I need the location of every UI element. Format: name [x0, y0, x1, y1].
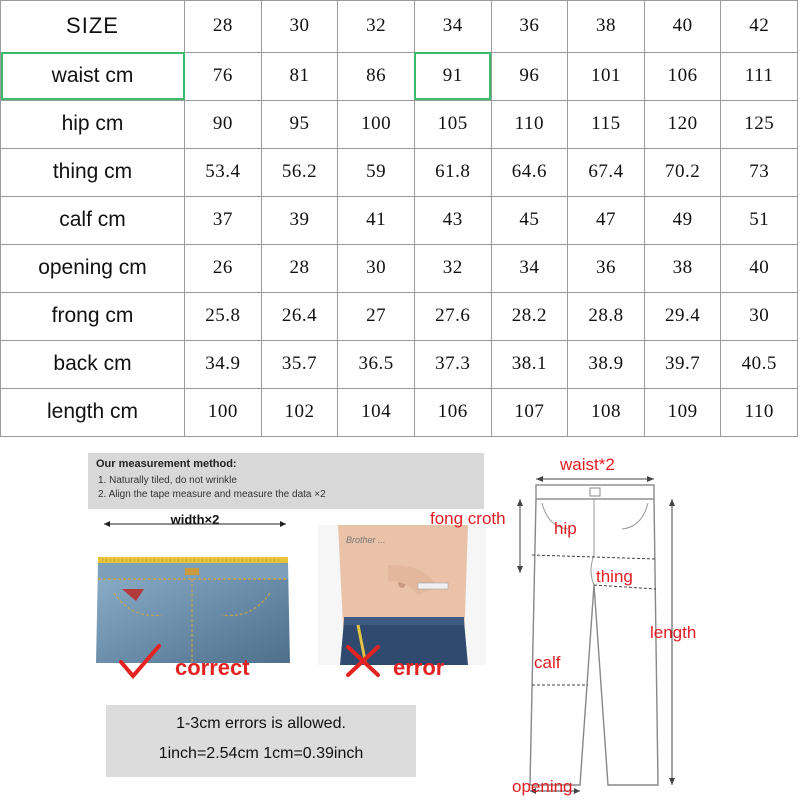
trousers-outline [490, 455, 800, 800]
table-cell: 104 [338, 388, 415, 436]
table-cell: 115 [568, 100, 645, 148]
table-cell-highlighted: 91 [414, 52, 491, 100]
table-cell: 29.4 [644, 292, 721, 340]
table-row-hip [1, 100, 798, 148]
table-cell: 106 [644, 52, 721, 100]
table-cell: 107 [491, 388, 568, 436]
table-cell: 67.4 [568, 148, 645, 196]
table-cell: 38.1 [491, 340, 568, 388]
table-cell: 100 [338, 100, 415, 148]
row-label: frong cm [1, 292, 185, 340]
table-row-opening [1, 244, 798, 292]
size-header-cell: 42 [721, 1, 798, 53]
table-cell: 120 [644, 100, 721, 148]
table-cell: 105 [414, 100, 491, 148]
table-cell: 86 [338, 52, 415, 100]
row-label: opening cm [1, 244, 185, 292]
table-cell: 64.6 [491, 148, 568, 196]
table-cell: 27 [338, 292, 415, 340]
table-cell: 30 [338, 244, 415, 292]
table-row-frong [1, 292, 798, 340]
table-cell: 111 [721, 52, 798, 100]
table-cell: 26 [185, 244, 262, 292]
table-cell: 41 [338, 196, 415, 244]
table-cell: 90 [185, 100, 262, 148]
table-cell: 47 [568, 196, 645, 244]
table-cell: 35.7 [261, 340, 338, 388]
table-cell: 27.6 [414, 292, 491, 340]
width-arrow-icon [100, 519, 290, 529]
table-cell: 109 [644, 388, 721, 436]
calf-label: calf [534, 653, 561, 672]
table-cell: 45 [491, 196, 568, 244]
tolerance-note-box [106, 705, 416, 777]
method-title: Our measurement method: [96, 458, 237, 470]
cross-icon [344, 643, 382, 679]
table-cell: 101 [568, 52, 645, 100]
table-cell: 39 [261, 196, 338, 244]
table-cell: 76 [185, 52, 262, 100]
table-cell: 110 [721, 388, 798, 436]
table-cell: 43 [414, 196, 491, 244]
row-label: length cm [1, 388, 185, 436]
row-label: hip cm [1, 100, 185, 148]
hip-label: hip [554, 519, 577, 538]
table-cell: 106 [414, 388, 491, 436]
size-header-cell: 36 [491, 1, 568, 53]
method-step-1: 1. Naturally tiled, do not wrinkle [98, 475, 237, 486]
size-header-cell: 32 [338, 1, 415, 53]
thigh-label: thing [596, 567, 633, 586]
table-cell: 81 [261, 52, 338, 100]
waist-label: waist*2 [560, 455, 615, 474]
table-cell: 40.5 [721, 340, 798, 388]
table-cell: 28 [261, 244, 338, 292]
table-row-waist [1, 52, 798, 100]
table-cell: 28.2 [491, 292, 568, 340]
table-cell: 40 [721, 244, 798, 292]
table-cell: 36 [568, 244, 645, 292]
table-cell: 102 [261, 388, 338, 436]
row-label: waist cm [1, 52, 185, 100]
table-header-row [1, 1, 798, 53]
table-cell: 70.2 [644, 148, 721, 196]
tolerance-note: 1-3cm errors is allowed. [176, 715, 346, 732]
row-label: calf cm [1, 196, 185, 244]
table-cell: 37 [185, 196, 262, 244]
table-cell: 30 [721, 292, 798, 340]
table-row-back [1, 340, 798, 388]
measurement-method-box [88, 453, 484, 509]
table-cell: 61.8 [414, 148, 491, 196]
checkmark-icon [117, 642, 163, 682]
table-cell: 37.3 [414, 340, 491, 388]
table-cell: 51 [721, 196, 798, 244]
table-row-calf [1, 196, 798, 244]
table-cell: 96 [491, 52, 568, 100]
table-cell: 32 [414, 244, 491, 292]
unit-conversion-note: 1inch=2.54cm 1cm=0.39inch [158, 745, 364, 762]
length-label: length [650, 623, 697, 642]
table-cell: 38.9 [568, 340, 645, 388]
table-cell: 95 [261, 100, 338, 148]
table-cell: 34.9 [185, 340, 262, 388]
table-row-length [1, 388, 798, 436]
table-cell: 36.5 [338, 340, 415, 388]
size-header-cell: 30 [261, 1, 338, 53]
table-cell: 59 [338, 148, 415, 196]
row-label: thing cm [1, 148, 185, 196]
table-cell: 110 [491, 100, 568, 148]
size-header-cell: 34 [414, 1, 491, 53]
table-cell: 28.8 [568, 292, 645, 340]
size-header-cell: 38 [568, 1, 645, 53]
front-rise-label: fong croth [430, 509, 506, 528]
width-label: width×2 [170, 512, 220, 527]
error-label: error [393, 655, 445, 680]
size-header-label: SIZE [1, 1, 185, 53]
opening-label: opening [512, 777, 573, 796]
table-cell: 100 [185, 388, 262, 436]
row-label: back cm [1, 340, 185, 388]
size-header-cell: 28 [185, 1, 262, 53]
table-cell: 53.4 [185, 148, 262, 196]
correct-label: correct [175, 655, 250, 680]
table-cell: 49 [644, 196, 721, 244]
table-cell: 34 [491, 244, 568, 292]
table-cell: 25.8 [185, 292, 262, 340]
table-cell: 125 [721, 100, 798, 148]
trousers-diagram [430, 455, 800, 800]
size-header-cell: 40 [644, 1, 721, 53]
table-cell: 38 [644, 244, 721, 292]
watermark-text: Brother ... [346, 535, 386, 545]
method-step-2: 2. Align the tape measure and measure the data ×2 [98, 489, 326, 500]
table-row-thing [1, 148, 798, 196]
table-cell: 108 [568, 388, 645, 436]
table-cell: 39.7 [644, 340, 721, 388]
table-cell: 26.4 [261, 292, 338, 340]
table-cell: 56.2 [261, 148, 338, 196]
table-cell: 73 [721, 148, 798, 196]
measurement-guide [0, 437, 800, 800]
